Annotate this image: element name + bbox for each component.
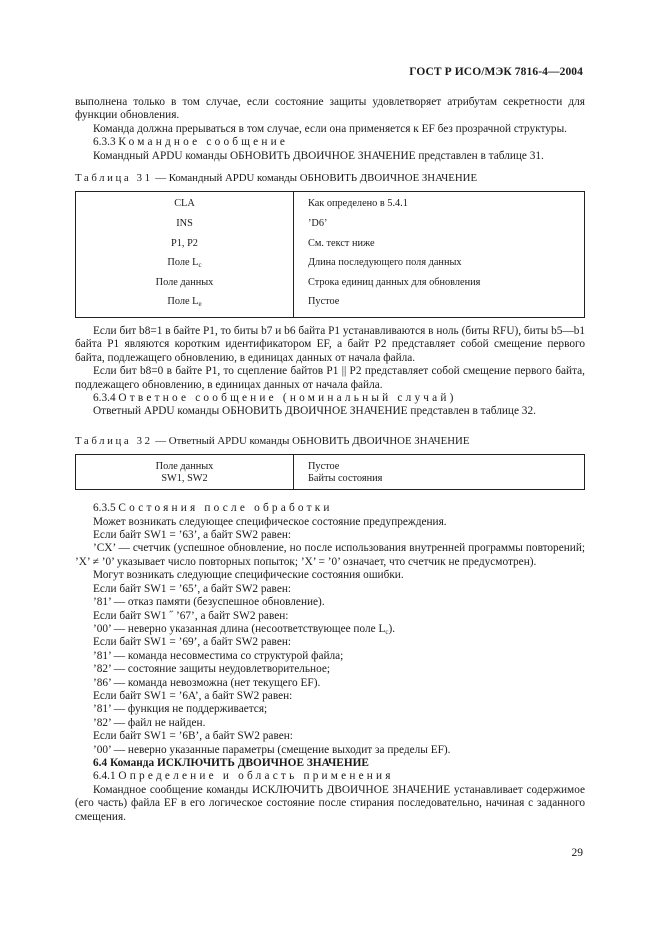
table-cell: Строка единиц данных для обновления	[308, 276, 481, 288]
section-heading-6-3-4	[75, 392, 585, 405]
section-heading-6-3-5	[75, 502, 585, 515]
field-name: Поле данных	[155, 276, 214, 288]
paragraph: Может возникать следующее специфическое состояние предупреждения.	[93, 515, 447, 528]
table-cell: Длина последующего поля данных	[308, 257, 462, 269]
table-cell: Пустое	[308, 296, 340, 308]
table-cell	[76, 274, 294, 294]
subscript: c	[198, 261, 202, 270]
paragraph: Ответный APDU команды ОБНОВИТЬ ДВОИЧНОЕ ЗНАЧЕНИЕ представлен в таблице 32.	[93, 405, 536, 418]
table-cell	[76, 192, 294, 215]
caption-label: Таблица 31	[75, 172, 153, 185]
table-cell: Как определено в 5.4.1	[308, 198, 408, 210]
table-row	[76, 254, 585, 274]
paragraph: ’CX’ — счетчик (успешное обновление, но после использования внутренней программы повторений; ’X’ ≠ ’0’ указывает число повторных попыток; ’X’ = ’0’ означает, что счетчик не предусмотрен).	[75, 542, 585, 568]
table-cell	[76, 455, 294, 490]
cell-line: SW1, SW2	[161, 473, 208, 485]
paragraph: ’86’ — команда невозможна (нет текущего EF).	[93, 676, 321, 689]
paragraph: ’82’ — состояние защиты неудовлетворительное;	[93, 663, 331, 676]
paragraph: ’81’ — функция не поддерживается;	[93, 703, 268, 716]
section-heading-6-4: 6.4 Команда ИСКЛЮЧИТЬ ДВОИЧНОЕ ЗНАЧЕНИЕ	[93, 756, 369, 769]
section-title: Определение и область применения	[118, 770, 394, 783]
paragraph: Если бит b8=0 в байте P1, то сцепление байтов P1 || P2 представляет собой смещение первого байта, подлежащего обновлению, в единицах данных от начала файла.	[75, 365, 585, 391]
table-cell	[76, 293, 294, 317]
subscript: c	[385, 627, 389, 636]
section-heading-6-3-3	[75, 136, 585, 149]
paragraph: ’00’ — неверно указанные параметры (смещение выходит за пределы EF).	[93, 743, 451, 756]
table-cell	[76, 235, 294, 255]
field-name: Поле L	[167, 257, 199, 269]
field-name: Поле L	[167, 296, 199, 308]
document-header: ГОСТ Р ИСО/МЭК 7816-4—2004	[409, 66, 583, 78]
paragraph: Если бит b8=1 в байте P1, то биты b7 и b6 байта P1 устанавливаются в ноль (биты RFU), биты b5—b1 байта P1 являются коротким идентификатором EF, а байт P2 представляет собой смещение первого байта, подлежащего обновлению, в единицах данных от начала файла.	[75, 325, 585, 364]
cell-line: Пустое	[308, 461, 340, 473]
paragraph: Команда должна прерываться в том случае, если она применяется к EF без прозрачной структуры.	[93, 122, 567, 135]
paragraph	[75, 623, 585, 636]
paragraph: выполнена только в том случае, если состояние защиты удовлетворяет атрибутам секретности для функции обновления.	[75, 96, 585, 122]
paragraph: Командный APDU команды ОБНОВИТЬ ДВОИЧНОЕ ЗНАЧЕНИЕ представлен в таблице 31.	[93, 149, 544, 162]
section-number: 6.3.5	[93, 502, 116, 515]
section-title: Состояния после обработки	[118, 502, 333, 515]
table-cell: ’D6’	[308, 218, 328, 230]
table-row	[76, 235, 585, 255]
table-cell	[294, 455, 585, 490]
paragraph: Если байт SW1 = ’65’, а байт SW2 равен:	[93, 582, 292, 595]
text-span: ’00’ — неверно указанная длина (несоответствующее поле L	[93, 622, 386, 635]
section-number: 6.4.1	[93, 770, 116, 783]
table-cell: См. текст ниже	[308, 237, 375, 249]
section-title: Ответное сообщение (номинальный случай)	[118, 392, 457, 405]
paragraph: Если байт SW1 = ’6B’, а байт SW2 равен:	[93, 730, 293, 743]
paragraph: ’82’ — файл не найден.	[93, 716, 206, 729]
table-row	[76, 455, 585, 490]
section-number: 6.3.3	[93, 136, 116, 149]
table-row	[76, 192, 585, 215]
table-32	[75, 454, 585, 490]
table-cell	[76, 254, 294, 274]
section-title: Командное сообщение	[118, 136, 289, 149]
paragraph: Если байт SW1 = ’63’, а байт SW2 равен:	[93, 529, 292, 542]
table-cell	[76, 215, 294, 235]
table-row	[76, 215, 585, 235]
paragraph: Если байт SW1 = ’6A’, а байт SW2 равен:	[93, 689, 293, 702]
table-31-caption	[75, 172, 585, 185]
caption-text: — Командный APDU команды ОБНОВИТЬ ДВОИЧНОЕ ЗНАЧЕНИЕ	[152, 172, 478, 185]
caption-label: Таблица 32	[75, 434, 153, 447]
field-name: INS	[176, 218, 193, 230]
cell-line: Байты состояния	[308, 473, 383, 485]
paragraph: Если байт SW1 = ’69’, а байт SW2 равен:	[93, 636, 292, 649]
table-row	[76, 274, 585, 294]
section-number: 6.3.4	[93, 392, 116, 405]
text-span: ).	[388, 622, 396, 635]
subscript: e	[198, 300, 202, 309]
field-name: P1, P2	[171, 237, 198, 249]
table-31	[75, 191, 585, 318]
field-name: CLA	[174, 198, 195, 210]
paragraph: ’81’ — команда несовместима со структурой файла;	[93, 649, 344, 662]
paragraph: Если байт SW1 ˝ ’67’, а байт SW2 равен:	[93, 609, 289, 622]
page-content	[75, 96, 585, 824]
table-row	[76, 293, 585, 317]
table-32-caption	[75, 435, 585, 448]
paragraph: Могут возникать следующие специфические состояния ошибки.	[93, 569, 404, 582]
cell-line: Поле данных	[155, 461, 214, 473]
section-heading-6-4-1	[75, 770, 585, 783]
paragraph: Командное сообщение команды ИСКЛЮЧИТЬ ДВОИЧНОЕ ЗНАЧЕНИЕ устанавливает содержимое (его часть) файла EF в его логическое состояние после стирания последовательно, начиная с заданного смещения.	[75, 783, 585, 823]
caption-text: — Ответный APDU команды ОБНОВИТЬ ДВОИЧНОЕ ЗНАЧЕНИЕ	[152, 434, 470, 447]
page-number: 29	[571, 847, 583, 859]
paragraph: ’81’ — отказ памяти (безуспешное обновление).	[93, 596, 325, 609]
